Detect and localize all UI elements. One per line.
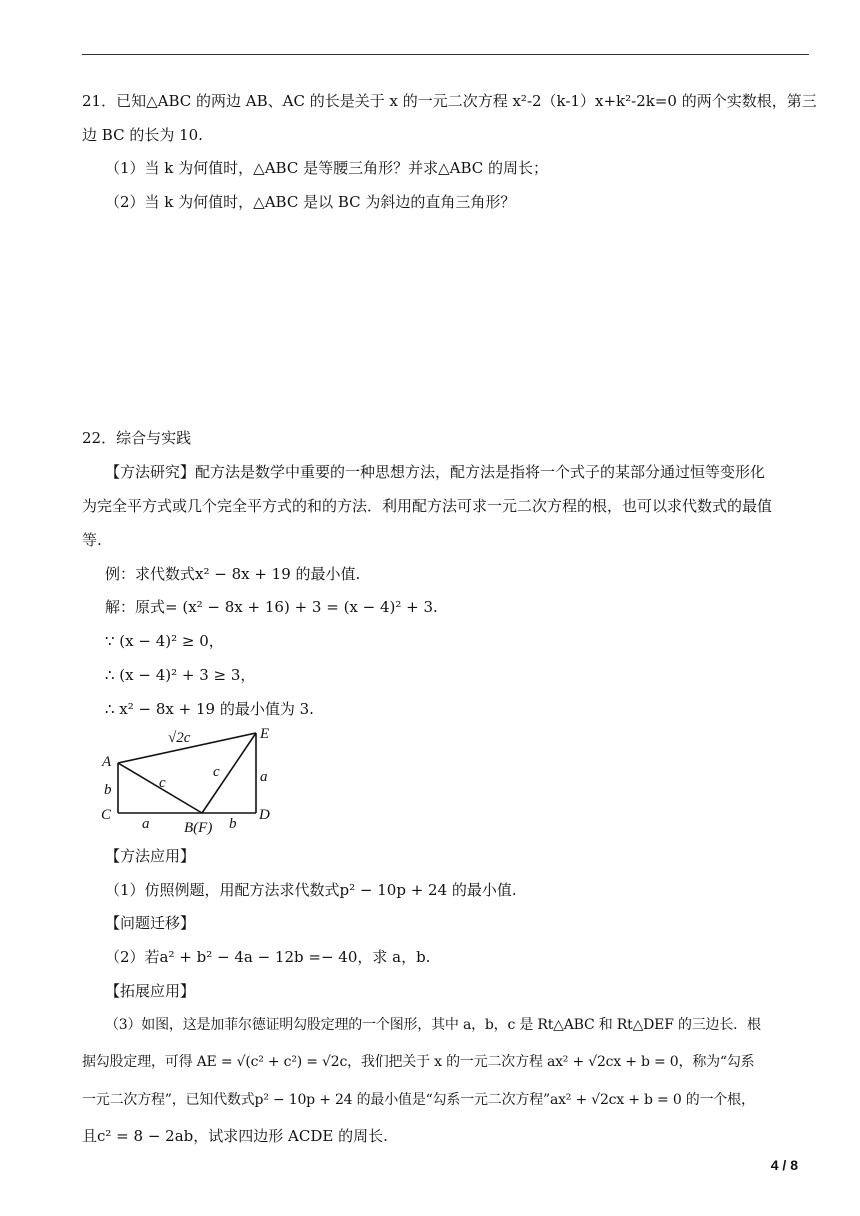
- q22-expand-line4: 且c² = 8 − 2ab，试求四边形 ACDE 的周长.: [82, 1127, 388, 1145]
- q22-method-line1: 【方法研究】配方法是数学中重要的一种思想方法，配方法是指将一个式子的某部分通过恒等变形化: [105, 463, 766, 481]
- label-side-c-left: c: [159, 775, 166, 791]
- label-side-a-bottom: a: [142, 816, 150, 832]
- q22-transfer-heading: 【问题迁移】: [105, 914, 196, 932]
- edge-be: [202, 733, 256, 813]
- q22-expand-line2: 据勾股定理，可得 AE = √(c² + c²) = √2c，我们把关于 x 的一元二次方程 ax² + √2cx + b = 0，称为“勾系: [82, 1054, 755, 1070]
- q22-step1: ∵ (x − 4)² ≥ 0，: [105, 632, 224, 650]
- label-point-c: C: [101, 807, 112, 823]
- q22-apply-heading: 【方法应用】: [105, 847, 196, 865]
- q22-transfer-question: （2）若a² + b² − 4a − 12b =− 40，求 a，b.: [105, 948, 431, 966]
- q21-line2: 边 BC 的长为 10.: [82, 126, 203, 144]
- q22-step2: ∴ (x − 4)² + 3 ≥ 3，: [105, 666, 256, 684]
- q22-solution: 解：原式= (x² − 8x + 16) + 3 = (x − 4)² + 3.: [105, 598, 438, 616]
- q22-method-line2: 为完全平方式或几个完全平方式的和的方法．利用配方法可求一元二次方程的根，也可以求代数式的最值: [82, 497, 773, 515]
- q21-line1: 21．已知△ABC 的两边 AB、AC 的长是关于 x 的一元二次方程 x²-2（k-1）x+k²-2k=0 的两个实数根，第三: [82, 92, 817, 110]
- page-number: 4 / 8: [770, 1157, 798, 1173]
- q22-expand-line3: 一元二次方程”，已知代数式p² − 10p + 24 的最小值是“勾系一元二次方程”ax² + √2cx + b = 0 的一个根，: [82, 1092, 755, 1108]
- q22-method-line3: 等.: [82, 531, 102, 549]
- q22-apply-question: （1）仿照例题，用配方法求代数式p² − 10p + 24 的最小值.: [105, 881, 517, 899]
- label-side-b-left: b: [104, 782, 112, 798]
- label-point-a: A: [102, 754, 112, 770]
- q22-expand-line1: （3）如图，这是加菲尔德证明勾股定理的一个图形，其中 a，b，c 是 Rt△ABC 和 Rt△DEF 的三边长．根: [105, 1017, 761, 1033]
- label-point-e: E: [260, 726, 270, 742]
- header-rule: [82, 54, 809, 55]
- label-side-a-right: a: [260, 769, 268, 785]
- label-side-b-bottom: b: [229, 816, 237, 832]
- q22-example: 例：求代数式x² − 8x + 19 的最小值.: [105, 565, 361, 583]
- q21-part2: （2）当 k 为何值时，△ABC 是以 BC 为斜边的直角三角形？: [105, 193, 516, 211]
- label-ae: √2c: [168, 730, 191, 746]
- q21-part1: （1）当 k 为何值时，△ABC 是等腰三角形？并求△ABC 的周长；: [105, 159, 549, 177]
- q22-title: 22．综合与实践: [82, 429, 192, 447]
- q22-expand-heading: 【拓展应用】: [105, 982, 196, 1000]
- label-point-d: D: [259, 807, 270, 823]
- garfield-trapezoid-figure: [98, 724, 288, 836]
- label-point-bf: B(F): [184, 820, 213, 836]
- label-side-c-right: c: [213, 764, 220, 780]
- q22-step3: ∴ x² − 8x + 19 的最小值为 3.: [105, 700, 314, 718]
